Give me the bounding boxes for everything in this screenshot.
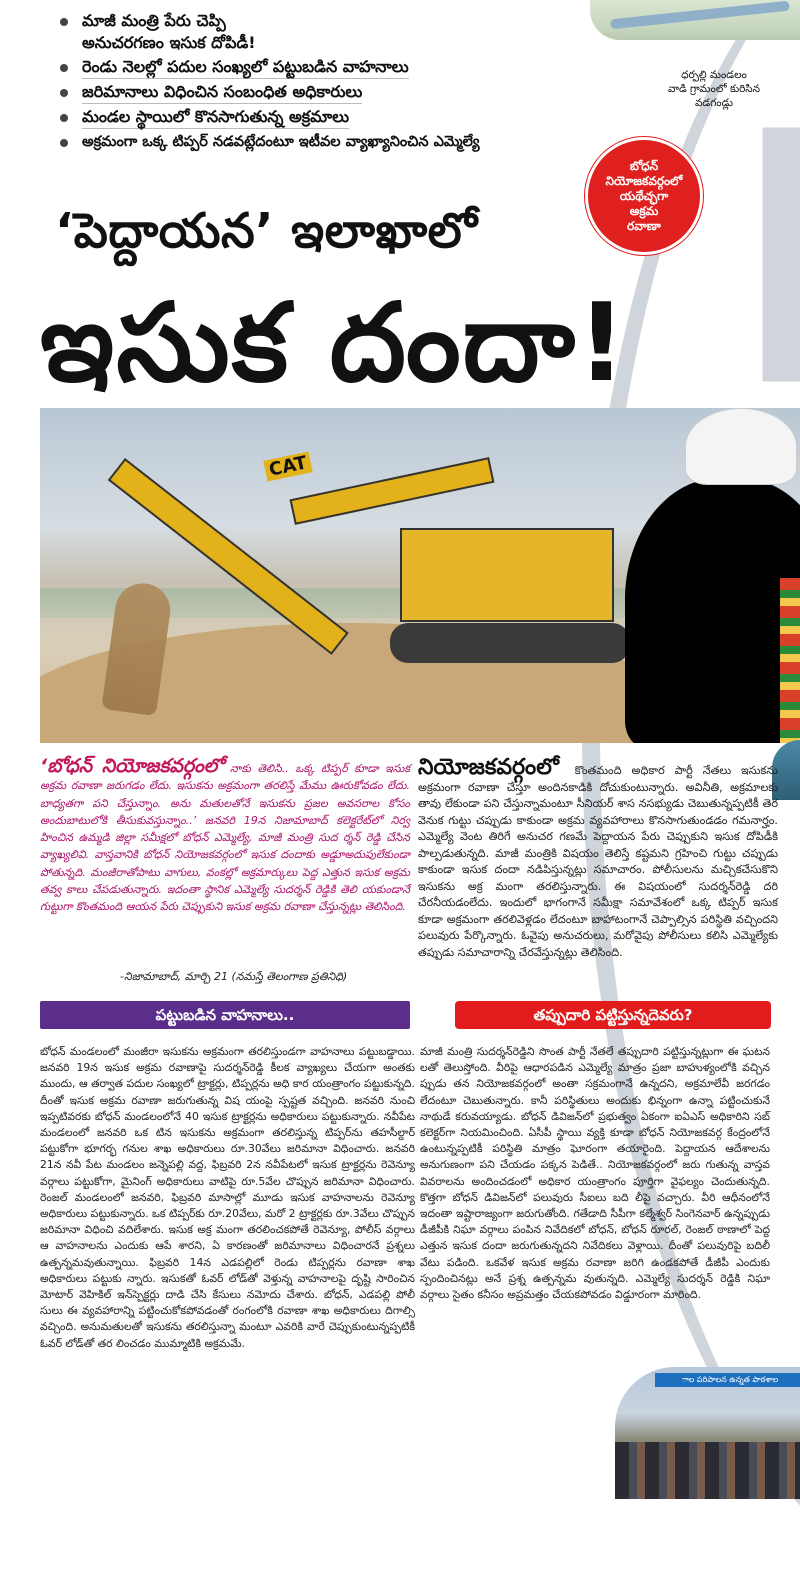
badge-line: యథేచ్ఛగా — [619, 188, 669, 203]
map-caption-line: ధర్పల్లి మండలం — [681, 69, 747, 81]
scarf — [780, 578, 800, 743]
headline-kicker: ‘పెద్దాయన’ ఇలాఖాలో — [55, 203, 478, 259]
hero-photo — [40, 408, 800, 743]
bullet-item — [58, 56, 768, 79]
bullet-item — [58, 106, 768, 129]
bullet-text: అనుచరగణం ఇసుక దోపిడీ! — [82, 33, 256, 52]
cap-icon — [685, 408, 797, 485]
bullet-dot-icon — [60, 114, 68, 122]
column-body: కొంతమంది అధికార పార్టీ నేతలు ఇసుకను అక్రమంగా రవాణా చేస్తూ అందినకాడికి దోచుకుంటున్నారు. అవినీతి, అక్రమాలకు తావు లేకుండా పని చేస్తున్నామంటూ సీనియర్ శాస నసభ్యుడు చెబుతున్నప్పటికీ తెర వెనుక గుట్టు చప్పుడు కాకుండా అక్రమ వ్యవహారాలు కొనసాగుతుండడం గమనార్హం. ఎమ్మెల్యే వెంట తిరిగే అనుచర గణమే పెద్దాయన పేరు చెప్పుకుని ఇసుక దోపిడీకి పాల్పడుతున్నది. మాజీ మంత్రికి విషయం తెలిస్తే కష్టమని గ్రహించి గుట్టు చప్పుడు కాకుండా ఇసుక దందా నడిపిస్తున్నట్లు సమాచారం. పోలీసులను మచ్చికచేసుకొని ఇసుకను అక్ర మంగా తరలిస్తున్నారు. ఈ విషయంలో సుదర్శన్‌రెడ్డి దరి చేరనీయడంలేదు. ఇందులో భాగంగానే సమీక్షా సమావేశంలో ఒక్క టిప్పర్ ఇసుక కూడా అక్రమంగా తరలివెళ్లడం లేదంటూ బాహాటంగానే చెప్పాల్సిన పరిస్థితి వచ్చిందని పలువురు పేర్కొన్నారు. ఓవైపు అనుచరులు, మరోవైపు పోలీసులు కలిసి ఎమ్మెల్యేకు తప్పుడు సమాచారాన్ని చేరవేస్తున్నట్లు తెలిసింది. — [418, 764, 778, 959]
bullet-dot-icon — [60, 89, 68, 97]
badge-line: రవాణా — [627, 218, 661, 233]
excavator-brand-label: CAT — [263, 451, 312, 481]
article-column-3: బోధన్ మండలంలో మంజీరా ఇసుకను అక్రమంగా తరలిస్తుండగా వాహనాలు పట్టుబడ్డాయి. జనవరి 19న ఇసుక అక్రమ రవాణాపై సుదర్శన్‌రెడ్డి కీలక వ్యాఖ్యలు చేయగా అంతకు ముందు, ఆ తర్వాత పదుల సంఖ్యలో ట్రాక్టర్లు, టిప్పర్లను అధి కార యంత్రాంగం పట్టుకున్నది. దీంతో ఇసుక అక్రమ రవాణా జరుగుతున్న విష యంపై స్పష్టత వచ్చింది. జనవరి నుంచి ఇప్పటివరకు బోధన్ మండలంలోనే 40 ఇసుక ట్రాక్టర్లను అధికారులు పట్టుకున్నారు. నవీపేట మండలంలో జనవరి ఒక టిన ఇసుకను అక్రమంగా తరలిస్తున్న టిప్పర్‌ను తహసీల్దార్ పట్టుకోగా భూగర్భ గనుల శాఖ అధికారులు రూ.30వేలు జరిమానా విధించారు. జనవరి 21న నవీ పేట మండలం జన్నెపల్లి వద్ద, ఫిబ్రవరి 2న నవీపేటలో ఇసుక ట్రాక్టర్లను రెవెన్యూ వర్గాలు పట్టుకోగా, మైనింగ్ అధికారులు వాటిపై రూ.5వేల చొప్పున జరిమానా విధించారు. రెంజల్ మండలంలో జనవరి, ఫిబ్రవరి మాసాల్లో మూడు ఇసుక వాహనాలను రెవెన్యూ అధికారులు పట్టుకున్నారు. ఒక టిప్పర్‌కు రూ.20వేలు, మరో 2 ట్రాక్టర్లకు రూ.3వేలు చొప్పున జరిమానా విధించి వదిలేశారు. ఇసుక అక్ర మంగా తరలించకపోతే రెవెన్యూ, పోలీస్ వర్గాలు ఆ వాహనాలను ఎందుకు ఆపే శారని, ఏ కారణంతో జరిమానాలు విధించారనే ప్రశ్నలు ఉత్పన్నమవుతున్నాయి. ఫిబ్రవరి 14న ఎడపల్లిలో రెండు టిప్పర్లను రవాణా శాఖ అధికారులు పట్టుకు న్నారు. ఇసుకతో ఓవర్ లోడ్‌తో వెళ్తున్న వాహనాలపై దృష్టి సారించిన మోటార్ వెహికిల్ ఇన్‌స్పెక్టర్లు దాడి చేసి కేసులు నమోదు చేశారు. బోధన్, ఎడపల్లి పోలీ సులు ఈ వ్యవహారాన్ని పట్టించుకోకపోవడంతో రంగంలోకి రవాణా శాఖ అధికారులు దిగాల్సి వచ్చింది. అనుమతులతో ఇసుకను తరలిస్తున్నా మంటూ ఎవరికి వారే చెప్పుకుంటున్నప్పటికీ ఓవర్ లోడ్‌తో తర లించడం ముమ్మాటికి అక్రమమే. — [40, 1045, 415, 1350]
column-lead: నియోజకవర్గంలో — [418, 755, 559, 780]
bullet-text: అక్రమంగా ఒక్క టిప్పర్ నడవట్లేదంటూ ఇటీవల వ్యాఖ్యానించిన ఎమ్మెల్యే — [82, 134, 480, 150]
bullet-dot-icon — [60, 64, 68, 72]
map-caption-line: వడగండ్లు — [694, 97, 734, 109]
red-badge — [588, 140, 700, 252]
section-header-misleading: తప్పుదారి పట్టిస్తున్నదెవరు? — [455, 1001, 771, 1029]
bullet-dot-icon — [60, 18, 68, 26]
quote-lead: ‘బోధన్ నియోజకవర్గంలో — [40, 755, 224, 777]
bullet-text: జరిమానాలు విధించిన సంబంధిత అధికారులు — [82, 81, 362, 104]
quote-body: నాకు తెలిసి.. ఒక్క టిప్పర్ కూడా ఇసుక అక్రమ రవాణా జరుగడం లేదు. ఇసుకను అక్రమంగా తరలిస్తే మేము ఊరుకోవడం లేదు. బాధ్యతగా పని చేస్తున్నాం. అను మతులతోనే ఇసుకను ప్రజల అవసరాల కోసం అందుబాటులోకి తీసుకువస్తున్నాం..’ జనవరి 19న నిజామాబాద్ కలెక్టరేట్‌లో నిర్వ హించిన ఉమ్మడి జిల్లా సమీక్షలో బోధన్ ఎమ్మెల్యే, మాజీ మంత్రి సుద ర్శన్ రెడ్డి చేసిన వ్యాఖ్యలివి. వాస్తవానికి బోధన్ నియోజకవర్గంలో ఇసుక దందాకు అడ్డూఅదుపులేకుండా పోతున్నది. మంజీరాతోపాటు వాగులు, వంకల్లో అక్రమార్కులు పెద్ద ఎత్తున ఇసుక అక్రమ తవ్వ కాలు చేపడుతున్నారు. ఇదంతా స్థానిక ఎమ్మెల్యే సుదర్శన్ రెడ్డికి తెలి యకుండానే గుట్టుగా కొంతమంది ఆయన పేరు చెప్పుకుని ఇసుక అక్రమ రవాణా చేస్తున్నట్లు తెలిసింది. — [40, 762, 410, 914]
dateline: -నిజామాబాద్, మార్చి 21 (నమస్తే తెలంగాణ ప్రతినిధి) — [120, 970, 348, 983]
school-crowd-photo — [615, 1367, 800, 1499]
article-column-4: మాజీ మంత్రి సుదర్శన్‌రెడ్డిని సొంత పార్టీ నేతలే తప్పుదారి పట్టిస్తున్నట్లుగా ఈ ఘటన లతో తెలుస్తోంది. వీరిపై ఆధారపడిన ఎమ్మెల్యే మాత్రం ప్రజా బాహుళ్యంలోకి వచ్చిన ప్పుడు తన నియోజకవర్గంలో అంతా సక్రమంగానే ఉన్నదని, అక్రమాలేవీ జరగడం లేదంటూ చెబుతున్నారు. కానీ పరిస్థితులు అందుకు భిన్నంగా ఉన్నా పట్టించుకునే నాథుడే కరువయ్యాడు. బోధన్ డివిజన్‌లో ప్రభుత్వం ఏకంగా ఐఏఎస్ అధికారిని సబ్ కలెక్టర్‌గా నియమించింది. ఏసీపీ స్థాయి వ్యక్తి కూడా బోధన్ నియోజకవర్గ కేంద్రంలోనే ఉంటున్నప్పటికీ పరిస్థితి మాత్రం ఘోరంగా తయారైంది. పెద్దాయన ఆదేశాలను అనుగుణంగా పని చేయడం పక్కన పెడితే.. నియోజకవర్గంలో జరు గుతున్న వాస్తవ వివరాలను అందించడంలో అధికార యంత్రాంగం పూర్తిగా వైఫల్యం చెందుతున్నది. కొత్తగా బోధన్ డివిజన్‌లో పలువురు సీఐలు బది లీపై వచ్చారు. వీరి ఆధీనంలోనే ఇదంతా ఇష్టారాజ్యంగా జరుగుతోంది. గతేడాది సీపీగా కల్మేశ్వర్ సింగెనవార్ ఉన్నప్పుడు డీజీపీకి నిఘా వర్గాలు పంపిన నివేదికలో బోధన్, బోధన్ రూరల్, రెంజల్ ఠాణాలో పెద్ద ఎత్తున ఇసుక దందా జరుగుతున్నదని నివేదికలు వెళ్లాయి. దీంతో పలువురిపై బదిలీ వేటు పడింది. ఒకవేళ ఇసుక అక్రమ రవాణా జరిగి ఉండకపోతే డీజీపీ ఎందుకు స్పందించినట్లు అనే ప్రశ్న ఉత్పన్నమ వుతున్నది. ఎమ్మెల్యే సుదర్శన్ రెడ్డికి నిఘా వర్గాలు సైతం కనీసం అప్రమత్తం చేయకపోవడం విడ్డూరంగా మారింది. — [420, 1045, 770, 1302]
headline-main: ఇసుక దందా! — [40, 281, 629, 406]
section-header-seized-vehicles: పట్టుబడిన వాహనాలు.. — [40, 1001, 410, 1029]
bullet-dot-icon — [60, 139, 68, 147]
article-column-2 — [418, 755, 778, 961]
school-sign: ాల పరిపాలన ఉన్నత పాఠశాల — [655, 1373, 800, 1387]
bullet-text: మండల స్థాయిలో కొనసాగుతున్న అక్రమాలు — [82, 106, 349, 129]
bullet-text: రెండు నెలల్లో పదుల సంఖ్యలో పట్టుబడిన వాహనాలు — [82, 56, 409, 79]
quote-block — [40, 755, 410, 916]
bullet-item — [58, 10, 768, 54]
bullet-item — [58, 81, 768, 104]
bullet-text: మాజీ మంత్రి పేరు చెప్పి — [82, 11, 226, 30]
badge-line: నియోజకవర్గంలో — [605, 173, 683, 188]
summary-bullets — [58, 10, 768, 155]
politician-silhouette — [625, 478, 800, 743]
map-caption-line: వాడి గ్రామంలో కురిసిన — [667, 83, 761, 95]
badge-line: అక్రమ — [629, 203, 659, 218]
badge-line: బోధన్ — [629, 158, 659, 173]
